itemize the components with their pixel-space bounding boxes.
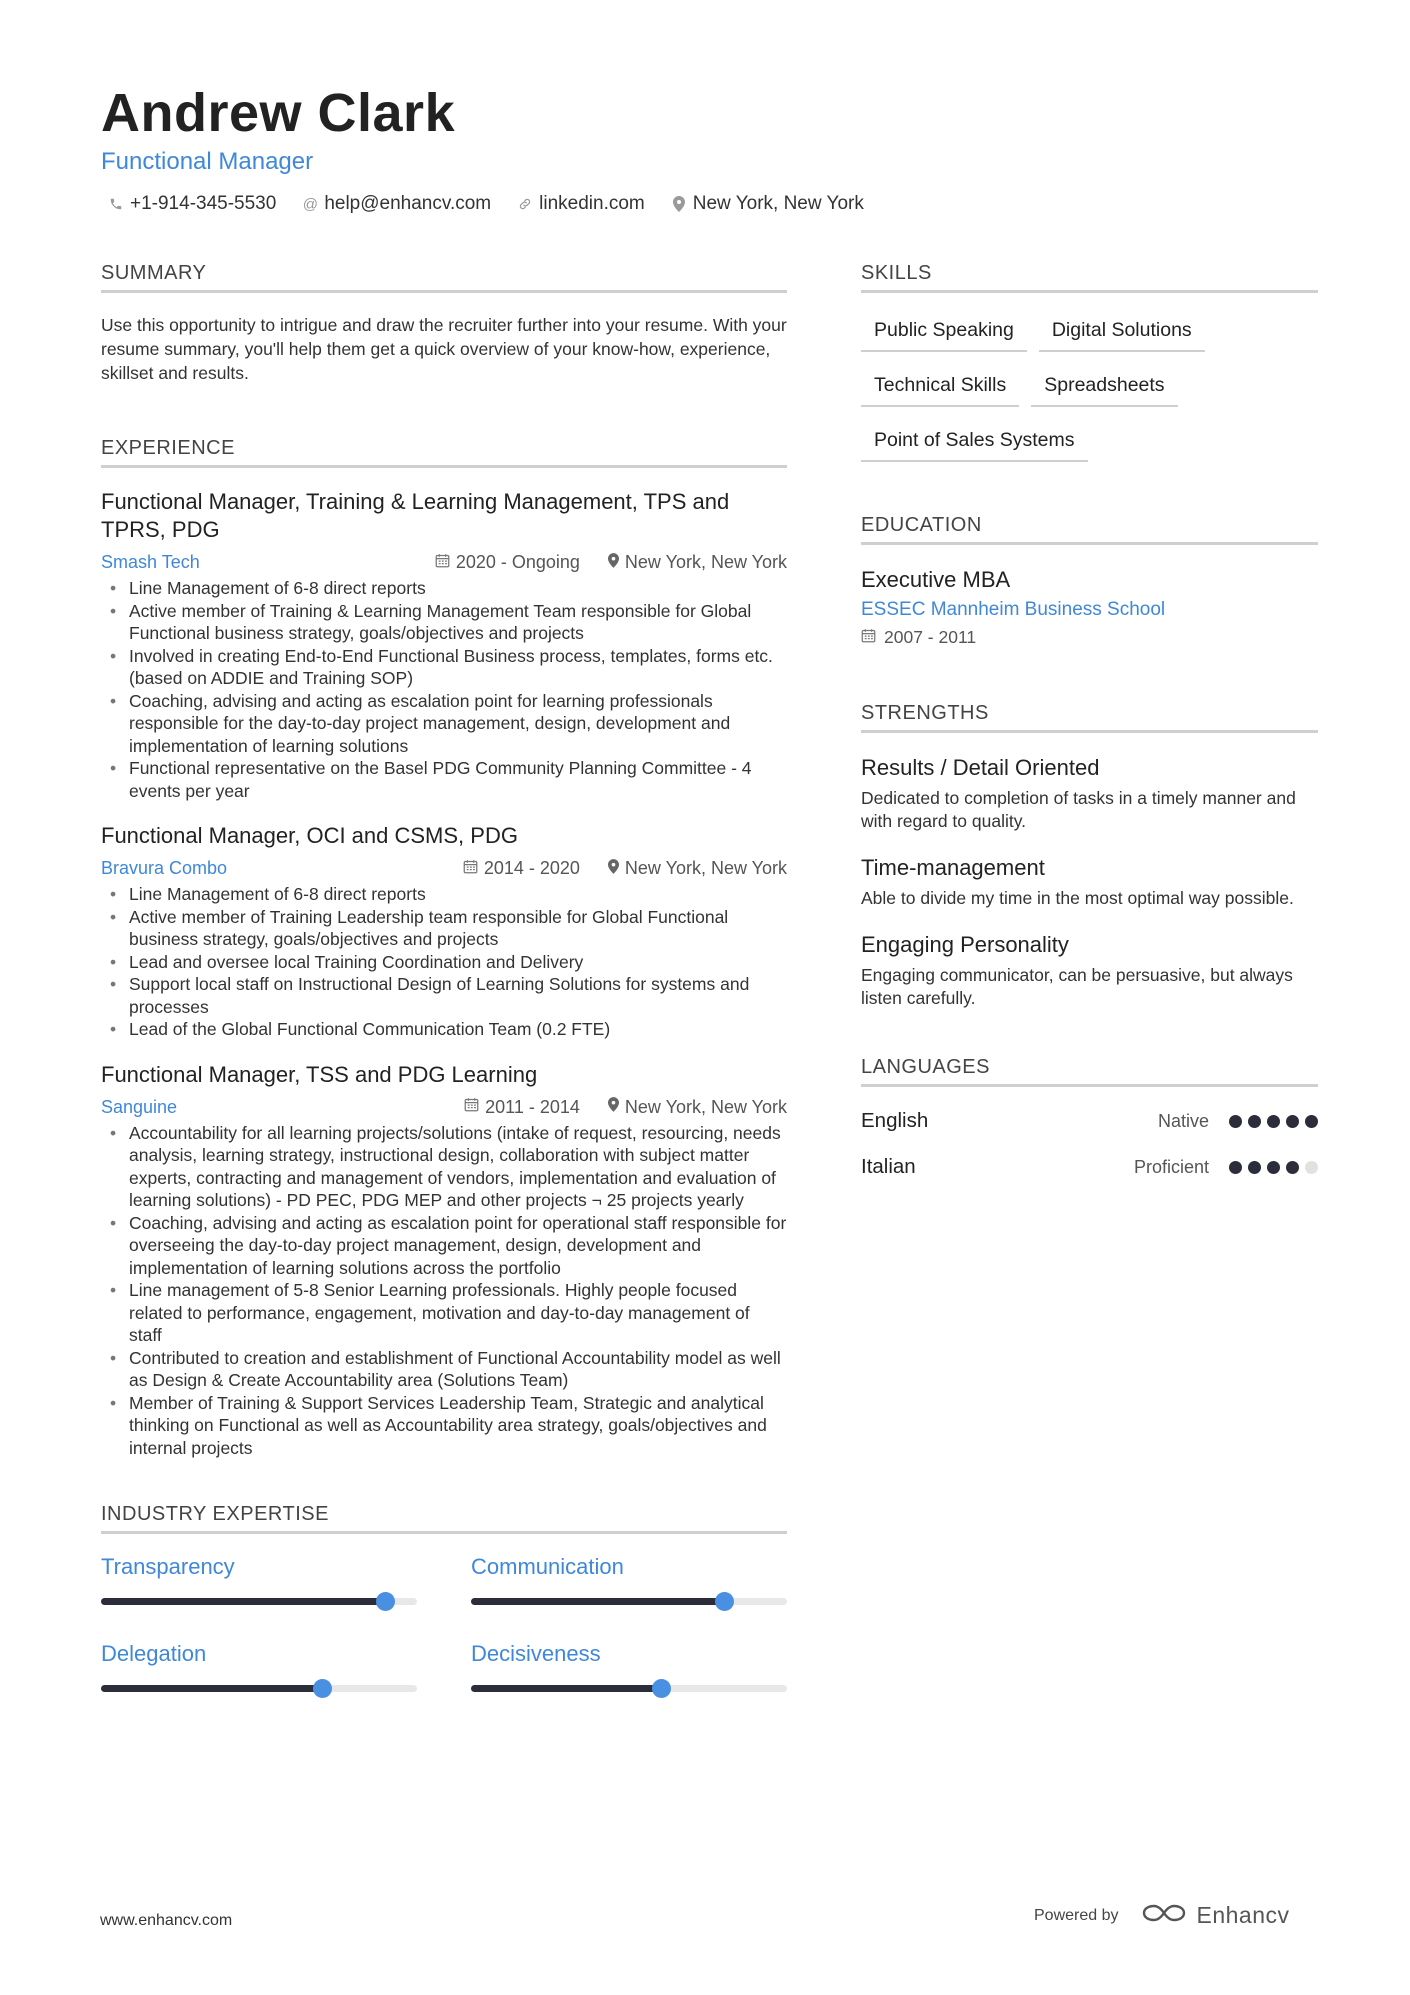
strength-title: Engaging Personality bbox=[861, 932, 1069, 957]
expertise-bar-knob bbox=[652, 1679, 671, 1698]
industry-grid bbox=[101, 1554, 787, 1692]
powered-by-text: Powered by bbox=[1034, 1906, 1119, 1924]
expertise-bar bbox=[471, 1598, 787, 1605]
contact-email[interactable] bbox=[302, 193, 491, 215]
experience-section bbox=[101, 437, 787, 1459]
skill-tag: Technical Skills bbox=[861, 368, 1019, 407]
expertise-bar-fill bbox=[471, 1598, 724, 1605]
level-dot-filled bbox=[1229, 1115, 1242, 1128]
strength-desc: Able to divide my time in the most optimal way possible. bbox=[861, 888, 1294, 908]
expertise-bar-knob bbox=[376, 1592, 395, 1611]
job-meta bbox=[101, 552, 787, 573]
contact-email-text: help@enhancv.com bbox=[324, 193, 492, 214]
job-dates bbox=[463, 858, 580, 879]
level-dot-filled bbox=[1229, 1161, 1242, 1174]
link-icon bbox=[517, 197, 533, 211]
job-location bbox=[608, 552, 787, 573]
experience-heading: EXPERIENCE bbox=[101, 437, 787, 468]
strengths-section bbox=[861, 702, 1318, 1010]
expertise-label: Delegation bbox=[101, 1641, 207, 1666]
expertise-bar-fill bbox=[471, 1685, 661, 1692]
brand-name: Enhancv bbox=[1196, 1902, 1290, 1928]
skill-tag: Point of Sales Systems bbox=[861, 423, 1088, 462]
calendar-icon bbox=[463, 859, 478, 879]
job-dates bbox=[435, 552, 580, 573]
education-heading: EDUCATION bbox=[861, 514, 1318, 545]
job-bullet: • Support local staff on Instructional Design of Learning Solutions for systems and processes bbox=[101, 973, 787, 1018]
strength-item bbox=[861, 855, 1318, 910]
languages-heading: LANGUAGES bbox=[861, 1056, 1318, 1087]
expertise-item bbox=[101, 1641, 417, 1692]
skills-heading: SKILLS bbox=[861, 262, 1318, 293]
location-icon bbox=[671, 196, 687, 212]
education-dates-text: 2007 - 2011 bbox=[884, 627, 977, 647]
candidate-title: Functional Manager bbox=[101, 148, 314, 175]
job-bullet: • Member of Training & Support Services Leadership Team, Strategic and analytical thinking on Functional as well as Accountability area strategy, goals/objectives and internal projects bbox=[101, 1392, 787, 1460]
expertise-item bbox=[101, 1554, 417, 1605]
job-title: Functional Manager, Training & Learning Management, TPS and TPRS, PDG bbox=[101, 489, 730, 542]
language-level: Proficient bbox=[1133, 1156, 1209, 1177]
experience-entry bbox=[101, 488, 787, 802]
job-title: Functional Manager, OCI and CSMS, PDG bbox=[101, 823, 518, 848]
job-bullet: • Coaching, advising and acting as escalation point for operational staff responsible for overseeing the day-to-day project management, design, development and implementation of learning solutions across the portfolio bbox=[101, 1212, 787, 1280]
location-icon bbox=[608, 1097, 619, 1117]
footer-brand bbox=[1034, 1902, 1290, 1929]
contact-linkedin-text: linkedin.com bbox=[539, 193, 645, 214]
footer-url[interactable]: www.enhancv.com bbox=[100, 1912, 233, 1929]
job-location-text: New York, New York bbox=[624, 858, 787, 878]
contact-linkedin[interactable] bbox=[517, 193, 645, 215]
strength-title: Results / Detail Oriented bbox=[861, 755, 1100, 780]
level-dot-filled bbox=[1267, 1161, 1280, 1174]
skills-list bbox=[861, 313, 1318, 462]
strength-item bbox=[861, 932, 1318, 1010]
language-dots bbox=[1229, 1115, 1318, 1128]
job-bullet: • Functional representative on the Basel PDG Community Planning Committee - 4 events per year bbox=[101, 757, 787, 802]
level-dot-filled bbox=[1267, 1115, 1280, 1128]
summary-heading: SUMMARY bbox=[101, 262, 787, 293]
education-section bbox=[861, 514, 1318, 648]
right-column bbox=[861, 262, 1318, 1179]
strength-desc: Engaging communicator, can be persuasive, but always listen carefully. bbox=[861, 965, 1293, 1008]
calendar-icon bbox=[435, 553, 450, 573]
job-bullet: • Lead of the Global Functional Communication Team (0.2 FTE) bbox=[101, 1018, 787, 1041]
job-bullet: • Involved in creating End-to-End Functional Business process, templates, forms etc. (based on ADDIE and Training SOP) bbox=[101, 645, 787, 690]
job-bullets bbox=[101, 1122, 787, 1460]
level-dot-filled bbox=[1286, 1115, 1299, 1128]
industry-expertise-heading: INDUSTRY EXPERTISE bbox=[101, 1503, 787, 1534]
experience-entry bbox=[101, 822, 787, 1041]
job-title: Functional Manager, TSS and PDG Learning bbox=[101, 1061, 538, 1087]
education-degree: Executive MBA bbox=[861, 567, 1011, 592]
job-bullet: • Contributed to creation and establishment of Functional Accountability model as well as Design & Create Accountability area (Solutions Team) bbox=[101, 1347, 787, 1392]
expertise-label: Communication bbox=[471, 1554, 624, 1579]
job-meta bbox=[101, 1097, 787, 1118]
job-meta bbox=[101, 858, 787, 879]
expertise-label: Decisiveness bbox=[471, 1641, 601, 1666]
strength-item bbox=[861, 755, 1318, 833]
skills-section bbox=[861, 262, 1318, 462]
strength-title: Time-management bbox=[861, 855, 1045, 880]
education-school: ESSEC Mannheim Business School bbox=[861, 599, 1166, 620]
job-bullet: • Line Management of 6-8 direct reports bbox=[101, 577, 787, 600]
enhancv-logo-icon bbox=[1141, 1902, 1187, 1929]
expertise-bar bbox=[471, 1685, 787, 1692]
contact-phone[interactable] bbox=[108, 193, 276, 215]
level-dot-filled bbox=[1286, 1161, 1299, 1174]
location-icon bbox=[608, 553, 619, 573]
expertise-bar-fill bbox=[101, 1685, 322, 1692]
expertise-label: Transparency bbox=[101, 1554, 235, 1579]
language-level: Native bbox=[1157, 1110, 1209, 1131]
job-bullet: • Line management of 5-8 Senior Learning professionals. Highly people focused related to performance, engagement, motivation and day-to-day management of staff bbox=[101, 1279, 787, 1347]
expertise-bar-fill bbox=[101, 1598, 385, 1605]
company-name: Bravura Combo bbox=[101, 858, 228, 878]
skill-tag: Digital Solutions bbox=[1039, 313, 1205, 352]
skill-tag: Spreadsheets bbox=[1031, 368, 1177, 407]
skill-tag: Public Speaking bbox=[861, 313, 1027, 352]
location-icon bbox=[608, 859, 619, 879]
phone-icon bbox=[108, 197, 124, 211]
job-bullets bbox=[101, 577, 787, 802]
summary-section bbox=[101, 262, 787, 385]
job-bullet: • Lead and oversee local Training Coordination and Delivery bbox=[101, 951, 787, 974]
job-bullet: • Coaching, advising and acting as escalation point for learning professionals responsible for the day-to-day project management, design, development and implementation of learning solutions bbox=[101, 690, 787, 758]
language-row bbox=[861, 1109, 1318, 1133]
job-location-text: New York, New York bbox=[624, 1096, 787, 1117]
expertise-bar bbox=[101, 1685, 417, 1692]
job-bullet: • Active member of Training & Learning Management Team responsible for Global Functional business strategy, goals/objectives and projects bbox=[101, 600, 787, 645]
level-dot-filled bbox=[1305, 1115, 1318, 1128]
brand-logo[interactable] bbox=[1141, 1902, 1290, 1929]
expertise-bar-knob bbox=[715, 1592, 734, 1611]
experience-entry bbox=[101, 1061, 787, 1460]
job-dates-text: 2020 - Ongoing bbox=[455, 552, 580, 572]
job-location-text: New York, New York bbox=[624, 552, 787, 572]
job-location bbox=[608, 1097, 787, 1118]
level-dot-filled bbox=[1248, 1115, 1261, 1128]
language-dots bbox=[1229, 1161, 1318, 1174]
expertise-bar-knob bbox=[313, 1679, 332, 1698]
expertise-item bbox=[471, 1554, 787, 1605]
contact-phone-text: +1-914-345-5530 bbox=[130, 193, 277, 214]
job-bullet: • Line Management of 6-8 direct reports bbox=[101, 883, 787, 906]
languages-section bbox=[861, 1056, 1318, 1179]
level-dot-empty bbox=[1305, 1161, 1318, 1174]
at-icon: @ bbox=[302, 195, 318, 213]
contact-location bbox=[671, 193, 864, 215]
job-bullet: • Accountability for all learning projects/solutions (intake of request, resourcing, needs analysis, learning strategy, instructional design, collaboration with subject matter experts, contracting and management of vendors, implementation and evaluation of learning solutions) - PD PEC, PDG MEP and other projects ¬ 25 projects yearly bbox=[101, 1122, 787, 1212]
calendar-icon bbox=[861, 628, 876, 648]
level-dot-filled bbox=[1248, 1161, 1261, 1174]
contact-bar bbox=[108, 193, 864, 215]
summary-text: Use this opportunity to intrigue and draw the recruiter further into your resume. With your resume summary, you'll help them get a quick overview of your know-how, experience, skillset and results. bbox=[101, 315, 787, 383]
job-location bbox=[608, 858, 787, 879]
contact-location-text: New York, New York bbox=[692, 193, 864, 214]
language-row bbox=[861, 1155, 1318, 1179]
job-dates-text: 2014 - 2020 bbox=[483, 858, 580, 878]
expertise-item bbox=[471, 1641, 787, 1692]
strengths-heading: STRENGTHS bbox=[861, 702, 1318, 733]
language-name: English bbox=[861, 1109, 929, 1132]
job-bullet: • Active member of Training Leadership team responsible for Global Functional business strategy, goals/objectives and projects bbox=[101, 906, 787, 951]
candidate-name: Andrew Clark bbox=[101, 83, 456, 143]
left-column bbox=[101, 262, 787, 1692]
industry-expertise-section bbox=[101, 1503, 787, 1692]
calendar-icon bbox=[464, 1097, 479, 1117]
language-name: Italian bbox=[861, 1155, 916, 1178]
job-bullets bbox=[101, 883, 787, 1041]
company-name: Sanguine bbox=[101, 1096, 178, 1117]
strength-desc: Dedicated to completion of tasks in a timely manner and with regard to quality. bbox=[861, 788, 1296, 831]
job-dates-text: 2011 - 2014 bbox=[485, 1096, 580, 1117]
company-name: Smash Tech bbox=[101, 552, 200, 572]
job-dates bbox=[464, 1097, 580, 1118]
expertise-bar bbox=[101, 1598, 417, 1605]
education-dates bbox=[861, 627, 1318, 648]
